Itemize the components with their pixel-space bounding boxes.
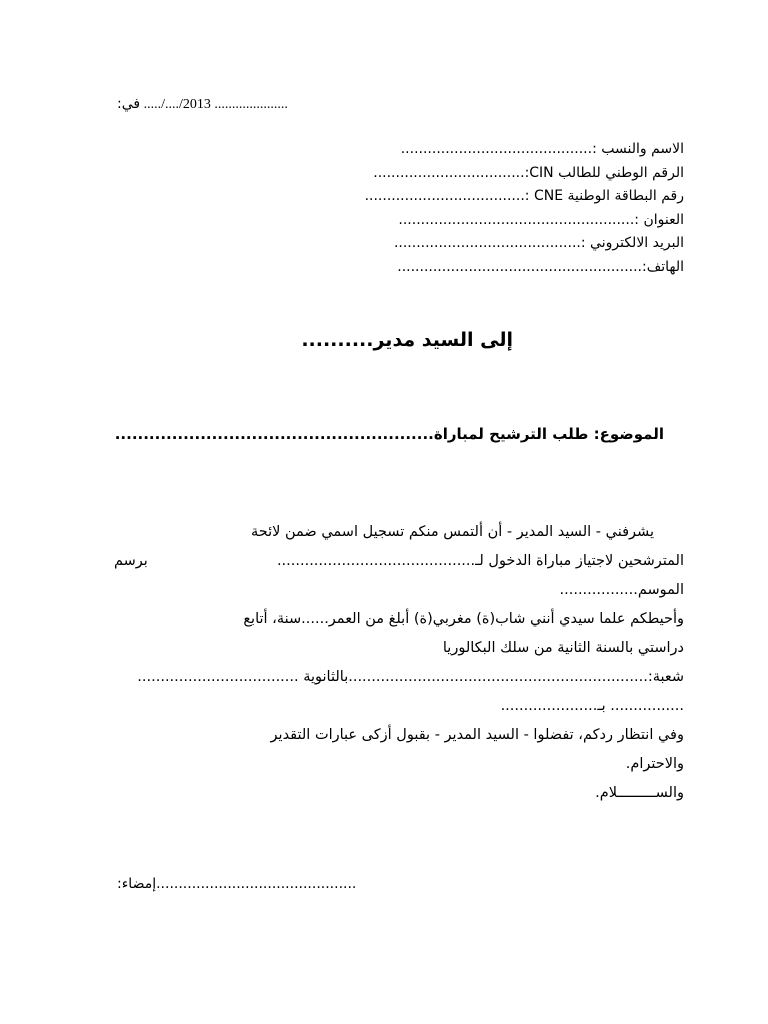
student-info-fields [264, 138, 684, 279]
field-label: الاسم والنسب : [592, 141, 684, 157]
body-line: يشرفني - السيد المدير - أن ألتمس منكم تسجيل اسمي ضمن لائحة [250, 524, 654, 540]
field-value: .................................... [364, 188, 525, 204]
field-value: .................................. [373, 164, 525, 181]
field-email [264, 232, 684, 256]
date-value: ..................... 2013/..../..... [143, 97, 288, 112]
field-label: رقم البطاقة الوطنية CNE : [524, 188, 684, 204]
subject-line: الموضوع: طلب الترشيح لمباراة........................................................ [114, 425, 664, 443]
field-value: .......................................... [393, 235, 581, 251]
body-line: والاحترام. [625, 756, 684, 772]
date-line [117, 96, 288, 113]
body-line [114, 547, 684, 576]
field-name [264, 138, 684, 162]
signature-line [117, 876, 356, 892]
signature-label: إمضاء: [117, 876, 157, 892]
date-label: في: [117, 96, 141, 112]
body-segment: المترشحين لاجتياز مباراة الدخول لـ........................................... [276, 553, 684, 569]
addressee-heading: إلى السيد مدير.......... [301, 329, 513, 351]
signature-value: ............................................. [156, 876, 357, 892]
body-line: والســـــــــلام. [595, 785, 684, 801]
field-phone [264, 256, 684, 280]
field-address [264, 209, 684, 233]
field-value: ........................................... [400, 141, 593, 157]
field-value: ..................................................... [398, 211, 635, 228]
body-line: وفي انتظار ردكم، تفضلوا - السيد المدير - بقبول أزكى عبارات التقدير [270, 727, 684, 743]
body-line: الموسم................. [559, 582, 684, 598]
field-label: البريد الالكتروني : [580, 235, 684, 251]
field-label: الرقم الوطني للطالب CIN: [524, 164, 684, 181]
body-line: شعبة:.................................................................بالثانوية ................................... [137, 669, 684, 685]
field-value: ....................................................... [397, 258, 643, 275]
body-segment: برسم [114, 553, 148, 569]
field-label: العنوان : [634, 211, 684, 228]
field-cne [264, 185, 684, 209]
field-cin [264, 162, 684, 186]
field-label: الهاتف: [642, 258, 684, 275]
body-line: دراستي بالسنة الثانية من سلك البكالوريا [442, 640, 684, 656]
body-line: وأحيطكم علما سيدي أنني شاب(ة) مغربي(ة) أبلغ من العمر......سنة، أتابع [243, 611, 684, 627]
body-line: ................ بـ..................... [500, 698, 684, 714]
letter-body [114, 518, 684, 808]
